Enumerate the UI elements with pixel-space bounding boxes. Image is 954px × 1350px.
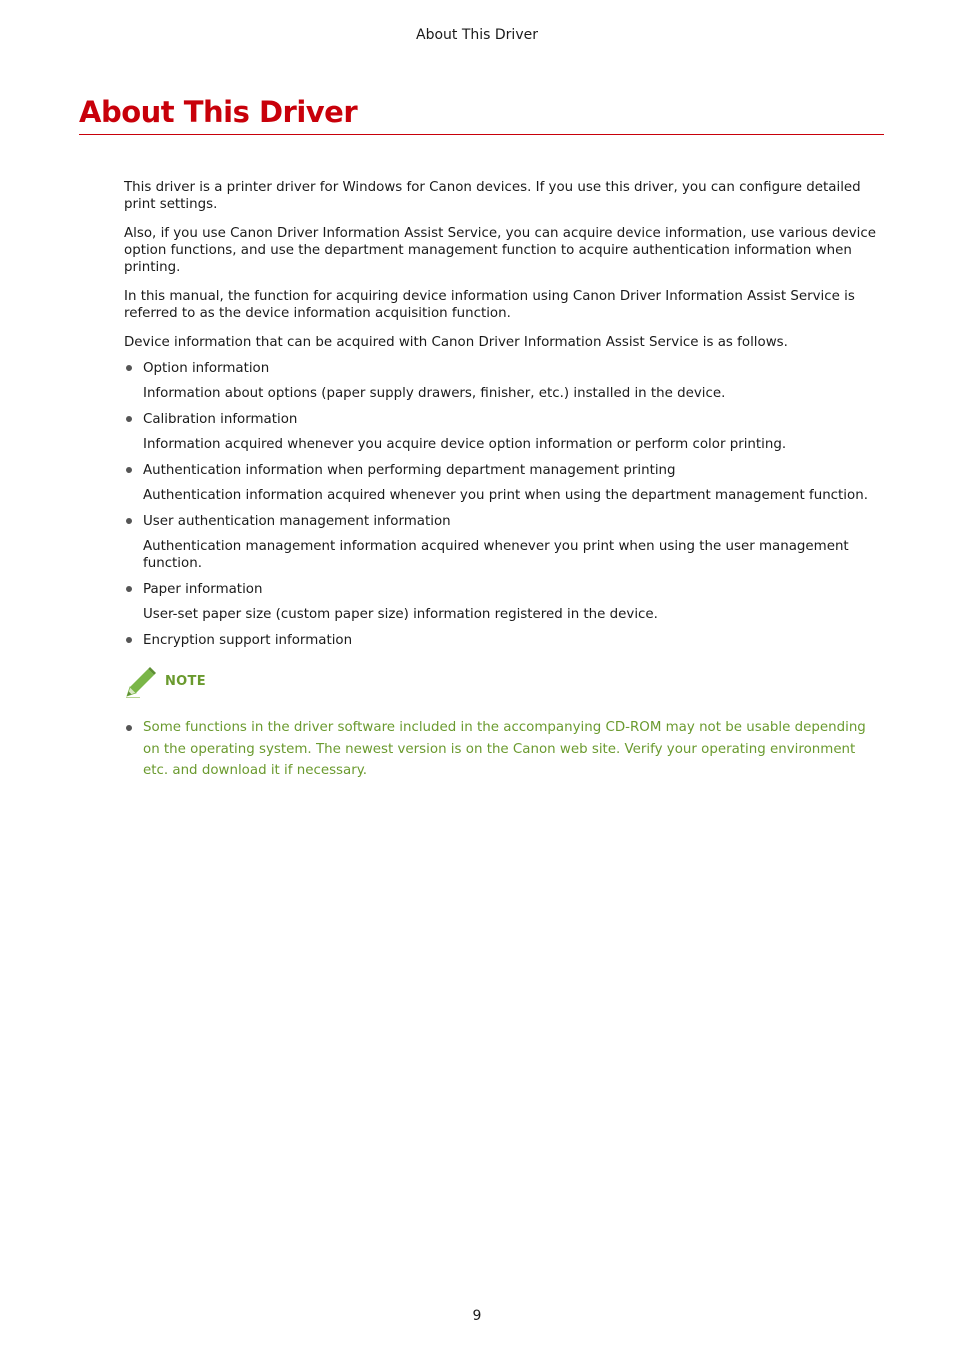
list-item-description: User-set paper size (custom paper size) information registered in the device. [143, 607, 658, 622]
title-divider [79, 134, 884, 135]
note-header [124, 665, 882, 699]
list-item [124, 462, 882, 504]
pencil-icon [124, 665, 158, 699]
list-item-label: Paper information [143, 582, 263, 597]
device-info-list [124, 360, 882, 649]
list-item [124, 632, 882, 649]
list-item [124, 411, 882, 453]
note-text: Some functions in the driver software included in the accompanying CD-ROM may not be usable depending on the operating system. The newest version is on the Canon web site. Verify your operating environment etc. and download it if necessary. [143, 720, 866, 778]
assist-service-paragraph: Also, if you use Canon Driver Information Assist Service, you can acquire device information, use various device option functions, and use the department management function to acquire authentication information when printing. [124, 226, 876, 275]
note-item [124, 717, 882, 782]
main-content [124, 179, 882, 782]
list-item-description: Authentication information acquired whenever you print when using the department management function. [143, 488, 868, 503]
list-item [124, 581, 882, 623]
bullet-icon [126, 637, 132, 643]
list-item-label: Calibration information [143, 412, 298, 427]
running-header: About This Driver [416, 27, 538, 43]
device-info-lead-paragraph: Device information that can be acquired with Canon Driver Information Assist Service is as follows. [124, 335, 788, 350]
bullet-icon [126, 586, 132, 592]
bullet-icon [126, 416, 132, 422]
bullet-icon [126, 365, 132, 371]
page-number: 9 [472, 1308, 482, 1324]
list-item-label: User authentication management information [143, 514, 451, 529]
list-item-label: Encryption support information [143, 633, 353, 648]
intro-paragraph: This driver is a printer driver for Windows for Canon devices. If you use this driver, you can configure detailed print settings. [124, 180, 861, 212]
acquisition-function-paragraph: In this manual, the function for acquiring device information using Canon Driver Information Assist Service is referred to as the device information acquisition function. [124, 289, 855, 321]
list-item-label: Authentication information when performing department management printing [143, 463, 676, 478]
list-item [124, 513, 882, 572]
list-item-description: Authentication management information acquired whenever you print when using the user management function. [143, 539, 849, 571]
list-item-description: Information about options (paper supply drawers, finisher, etc.) installed in the device. [143, 386, 726, 401]
list-item-description: Information acquired whenever you acquire device option information or perform color printing. [143, 437, 787, 452]
note-list [124, 717, 882, 782]
page-title: About This Driver [79, 95, 358, 129]
bullet-icon [126, 518, 132, 524]
bullet-icon [126, 725, 132, 731]
bullet-icon [126, 467, 132, 473]
list-item-label: Option information [143, 361, 270, 376]
note-label: NOTE [165, 674, 206, 689]
list-item [124, 360, 882, 402]
